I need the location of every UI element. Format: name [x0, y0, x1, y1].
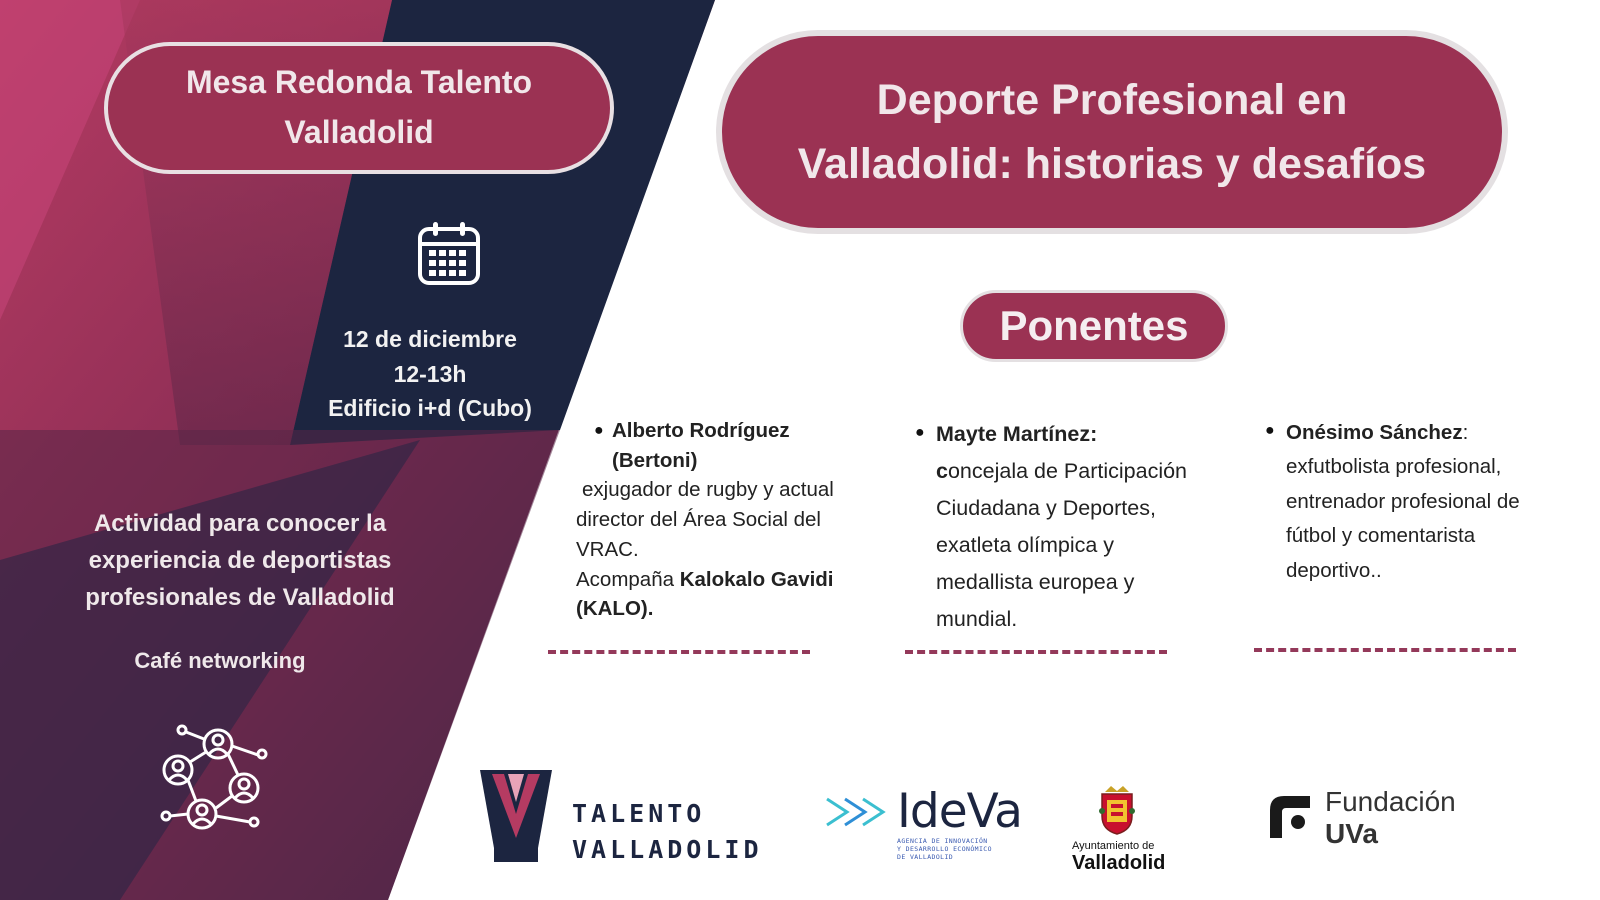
ideva-sub-3: DE VALLADOLID	[897, 852, 954, 861]
headline-pill	[716, 30, 1508, 234]
speaker-3-desc-2: entrenador profesional de	[1286, 489, 1520, 513]
speaker-2	[936, 416, 1236, 638]
speaker-3	[1286, 416, 1576, 588]
speaker-2-desc-2: Ciudadana y Deportes,	[936, 495, 1156, 520]
talento-valladolid-logo-text	[572, 796, 763, 869]
speaker-1-desc-2: director del Área Social del	[576, 508, 821, 532]
speaker-3-colon: :	[1462, 421, 1469, 444]
activity-description: Actividad para conocer la experiencia de deportistas profesionales de Valladolid	[85, 510, 395, 612]
speakers-heading-pill	[960, 290, 1228, 362]
speaker-3-name: Onésimo Sánchez	[1286, 421, 1463, 444]
event-title: Mesa Redonda Talento Valladolid	[185, 64, 533, 150]
ideva-sub-1: AGENCIA DE INNOVACIÓN	[897, 837, 988, 845]
speaker-1-desc-1: exjugador de rugby y actual	[582, 478, 834, 502]
ideva-arrows-icon	[825, 795, 887, 829]
fundacion-uva-logo-mark	[1264, 790, 1314, 840]
ideva-subtitle	[897, 838, 992, 861]
event-time: 12-13h	[393, 360, 467, 387]
bullet-2: ●	[915, 424, 925, 441]
event-title-pill	[104, 42, 614, 174]
event-info	[300, 322, 560, 426]
event-location: Edificio i+d (Cubo)	[328, 395, 532, 421]
accompany-name: Kalokalo Gavidi	[679, 567, 834, 591]
speaker-3-desc-3: fútbol y comentarista	[1286, 524, 1476, 548]
speaker-3-header	[1286, 416, 1576, 450]
speaker-3-desc-4: deportivo..	[1286, 558, 1382, 582]
ideva-sub-2: Y DESARROLLO ECONÓMICO	[897, 844, 992, 853]
speaker-2-desc-bold: c	[936, 458, 948, 483]
ayuntamiento-city: Valladolid	[1072, 852, 1166, 874]
bullet-1: ●	[594, 422, 604, 439]
speaker-2-name: Mayte Martínez:	[936, 422, 1098, 446]
talento-line-1: TALENTO	[572, 799, 706, 828]
divider-3	[1254, 648, 1516, 652]
speaker-2-desc-rest: oncejala de Participación	[947, 458, 1188, 483]
accompany-prefix: Acompaña	[576, 567, 680, 591]
speaker-1-name: Alberto Rodríguez	[612, 419, 790, 442]
ayuntamiento-label: Ayuntamiento de	[1072, 840, 1155, 852]
accompany-name-2: (KALO).	[576, 597, 654, 621]
bullet-3: ●	[1265, 422, 1275, 439]
speaker-2-desc-5: mundial.	[936, 606, 1018, 631]
headline: Deporte Profesional en Valladolid: historias y desafíos	[797, 75, 1427, 188]
speaker-1-nickname: (Bertoni)	[612, 448, 698, 472]
speaker-1-desc-3: VRAC.	[576, 537, 639, 561]
speaker-2-desc-3: exatleta olímpica y	[936, 532, 1115, 557]
speaker-1	[576, 416, 866, 624]
speaker-2-desc-4: medallista europea y	[936, 569, 1135, 594]
cafe-networking: Café networking	[134, 648, 306, 673]
ayuntamiento-shield-icon	[1097, 786, 1137, 836]
fundacion-label: Fundación	[1325, 786, 1456, 817]
divider-1	[548, 650, 810, 654]
talento-line-2: VALLADOLID	[572, 835, 763, 865]
ideva-logo-text: IdeVa	[897, 784, 1022, 839]
uva-label: UVa	[1325, 818, 1378, 849]
talento-valladolid-logo-mark	[478, 768, 554, 864]
event-date: 12 de diciembre	[343, 326, 517, 352]
divider-2	[905, 650, 1167, 654]
speaker-1-accompany	[576, 565, 866, 595]
networking-icon	[158, 724, 270, 836]
speakers-heading: Ponentes	[999, 302, 1189, 349]
speaker-2-desc-1	[936, 453, 1236, 490]
calendar-icon	[417, 220, 481, 286]
speaker-3-desc-1: exfutbolista profesional,	[1286, 455, 1502, 479]
